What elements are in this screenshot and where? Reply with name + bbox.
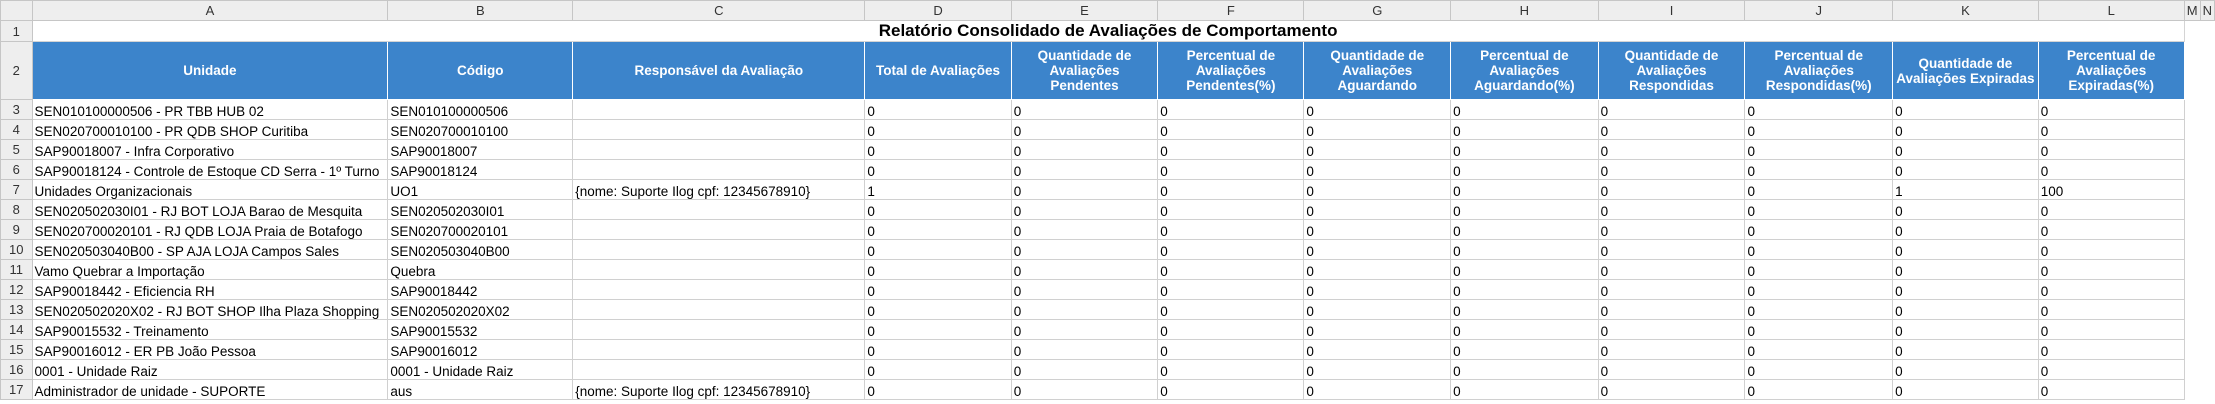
table-cell[interactable]: 0	[1011, 120, 1158, 140]
table-cell[interactable]: 0	[2038, 380, 2184, 400]
table-cell[interactable]: 0	[1745, 300, 1893, 320]
table-cell[interactable]: 0	[1598, 160, 1745, 180]
table-cell[interactable]: 0	[1011, 300, 1158, 320]
table-cell[interactable]: 1	[865, 180, 1011, 200]
column-title[interactable]: Quantidade de Avaliações Respondidas	[1598, 42, 1745, 100]
table-cell[interactable]: 0	[2038, 360, 2184, 380]
table-cell[interactable]: 0	[1598, 240, 1745, 260]
table-cell[interactable]: 0	[1598, 140, 1745, 160]
column-header[interactable]: B	[388, 1, 573, 21]
table-cell[interactable]: 0	[865, 340, 1011, 360]
table-cell[interactable]: 0	[1745, 120, 1893, 140]
row-header[interactable]: 3	[1, 100, 33, 120]
table-cell[interactable]: SAP90016012 - ER PB João Pessoa	[32, 340, 388, 360]
table-cell[interactable]: {nome: Suporte Ilog cpf: 12345678910}	[573, 380, 865, 400]
table-cell[interactable]: 0	[1745, 280, 1893, 300]
table-cell[interactable]: 0	[1158, 380, 1304, 400]
table-cell[interactable]: 0	[1745, 100, 1893, 120]
table-header-row	[1, 42, 2215, 100]
table-cell[interactable]: SAP90018007	[388, 140, 573, 160]
table-cell[interactable]: 0	[1011, 280, 1158, 300]
column-title[interactable]: Quantidade de Avaliações Expiradas	[1893, 42, 2039, 100]
column-title[interactable]: Unidade	[32, 42, 388, 100]
column-title[interactable]: Percentual de Avaliações Respondidas(%)	[1745, 42, 1893, 100]
column-title[interactable]: Quantidade de Avaliações Pendentes	[1011, 42, 1158, 100]
table-cell[interactable]	[573, 140, 865, 160]
table-cell[interactable]: 0	[1011, 160, 1158, 180]
table-cell[interactable]: 0	[865, 360, 1011, 380]
table-cell[interactable]: SAP90018442 - Eficiencia RH	[32, 280, 388, 300]
table-cell[interactable]: 1	[1893, 180, 2039, 200]
row-header[interactable]: 6	[1, 160, 33, 180]
table-cell[interactable]: SEN020700010100 - PR QDB SHOP Curitiba	[32, 120, 388, 140]
table-cell[interactable]: 0	[1451, 200, 1598, 220]
table-cell[interactable]: 0	[1304, 200, 1451, 220]
row-header[interactable]: 9	[1, 220, 33, 240]
table-cell[interactable]: SAP90015532	[388, 320, 573, 340]
column-header-row	[1, 1, 2215, 21]
table-row	[1, 360, 2215, 380]
table-cell[interactable]: SEN020502020X02	[388, 300, 573, 320]
table-cell[interactable]: 0	[865, 120, 1011, 140]
table-row	[1, 120, 2215, 140]
table-cell[interactable]: 0	[865, 320, 1011, 340]
table-cell[interactable]: 0	[1158, 320, 1304, 340]
table-cell[interactable]: SAP90018124 - Controle de Estoque CD Serra - 1º Turno	[32, 160, 388, 180]
table-cell[interactable]: 0	[1011, 360, 1158, 380]
table-cell[interactable]: 0	[1598, 360, 1745, 380]
table-cell[interactable]: 0	[2038, 260, 2184, 280]
table-cell[interactable]: 0	[1451, 300, 1598, 320]
table-cell[interactable]: 0	[1158, 340, 1304, 360]
table-cell[interactable]: 0	[865, 100, 1011, 120]
report-title[interactable]: Relatório Consolidado de Avaliações de Comportamento	[32, 21, 2184, 42]
column-header[interactable]: F	[1158, 1, 1304, 21]
column-title[interactable]: Quantidade de Avaliações Aguardando	[1304, 42, 1451, 100]
table-row	[1, 240, 2215, 260]
row-header[interactable]: 12	[1, 280, 33, 300]
table-cell[interactable]: 0	[2038, 160, 2184, 180]
row-header[interactable]: 10	[1, 240, 33, 260]
table-row	[1, 100, 2215, 120]
column-header[interactable]: E	[1011, 1, 1158, 21]
table-cell[interactable]: 0	[1158, 100, 1304, 120]
table-cell[interactable]: 0	[1451, 180, 1598, 200]
table-cell[interactable]: SEN020700020101 - RJ QDB LOJA Praia de Botafogo	[32, 220, 388, 240]
table-cell[interactable]: UO1	[388, 180, 573, 200]
table-cell[interactable]: 0	[1598, 100, 1745, 120]
table-cell[interactable]: 0	[1893, 300, 2039, 320]
table-cell[interactable]: 0	[1158, 120, 1304, 140]
table-cell[interactable]: SEN020502030I01 - RJ BOT LOJA Barao de Mesquita	[32, 200, 388, 220]
table-cell[interactable]: 0	[1304, 320, 1451, 340]
table-cell[interactable]: 0	[1893, 240, 2039, 260]
table-cell[interactable]: 0	[1745, 260, 1893, 280]
table-cell[interactable]: 0	[1893, 380, 2039, 400]
table-cell[interactable]: Administrador de unidade - SUPORTE	[32, 380, 388, 400]
table-row	[1, 160, 2215, 180]
table-cell[interactable]	[573, 280, 865, 300]
column-header[interactable]: J	[1745, 1, 1893, 21]
table-row	[1, 260, 2215, 280]
table-cell[interactable]: 0	[1598, 340, 1745, 360]
table-cell[interactable]: 0	[1304, 180, 1451, 200]
table-cell[interactable]: 0	[1011, 340, 1158, 360]
table-cell[interactable]: SEN020700010100	[388, 120, 573, 140]
table-cell[interactable]: SEN020503040B00	[388, 240, 573, 260]
table-cell[interactable]: 0	[1158, 240, 1304, 260]
table-cell[interactable]: 0	[1304, 300, 1451, 320]
column-title[interactable]: Percentual de Avaliações Expiradas(%)	[2038, 42, 2184, 100]
table-cell[interactable]: SAP90016012	[388, 340, 573, 360]
table-cell[interactable]: 0	[1304, 260, 1451, 280]
table-cell[interactable]: 0	[865, 260, 1011, 280]
table-cell[interactable]: 0	[2038, 340, 2184, 360]
table-cell[interactable]: 0	[865, 380, 1011, 400]
table-row	[1, 340, 2215, 360]
table-cell[interactable]: 0	[1451, 140, 1598, 160]
table-cell[interactable]: 0	[1158, 260, 1304, 280]
table-cell[interactable]: 0	[1598, 280, 1745, 300]
table-cell[interactable]: 0	[1745, 180, 1893, 200]
table-cell[interactable]: 0	[1158, 200, 1304, 220]
column-title[interactable]: Total de Avaliações	[865, 42, 1011, 100]
table-cell[interactable]: SAP90018442	[388, 280, 573, 300]
column-title[interactable]: Percentual de Avaliações Pendentes(%)	[1158, 42, 1304, 100]
table-cell[interactable]: 0	[1304, 220, 1451, 240]
table-cell[interactable]: 0	[1011, 260, 1158, 280]
table-cell[interactable]: 0	[1893, 360, 2039, 380]
table-cell[interactable]: 0	[865, 200, 1011, 220]
table-cell[interactable]: 0	[2038, 140, 2184, 160]
table-cell[interactable]: 0	[1893, 120, 2039, 140]
table-cell[interactable]	[573, 300, 865, 320]
table-row	[1, 300, 2215, 320]
table-cell[interactable]: 0	[2038, 220, 2184, 240]
table-cell[interactable]: 0	[1158, 160, 1304, 180]
column-header[interactable]: L	[2038, 1, 2184, 21]
table-cell[interactable]: 0	[1304, 340, 1451, 360]
table-cell[interactable]: SEN020502030I01	[388, 200, 573, 220]
row-header[interactable]: 5	[1, 140, 33, 160]
table-cell[interactable]: 0	[1158, 220, 1304, 240]
row-header[interactable]: 7	[1, 180, 33, 200]
table-cell[interactable]: SAP90018007 - Infra Corporativo	[32, 140, 388, 160]
table-cell[interactable]: 0	[1451, 220, 1598, 240]
column-header[interactable]: K	[1893, 1, 2039, 21]
table-cell[interactable]: 0	[1598, 260, 1745, 280]
row-header[interactable]: 1	[1, 21, 33, 42]
table-cell[interactable]	[573, 220, 865, 240]
column-header[interactable]: C	[573, 1, 865, 21]
table-cell[interactable]: 0	[865, 220, 1011, 240]
table-cell[interactable]: 0	[1745, 140, 1893, 160]
table-cell[interactable]: 0	[1011, 200, 1158, 220]
table-row	[1, 140, 2215, 160]
table-cell[interactable]: 0	[1011, 100, 1158, 120]
table-cell[interactable]: Quebra	[388, 260, 573, 280]
table-cell[interactable]: 0	[1598, 300, 1745, 320]
table-cell[interactable]: 0	[865, 140, 1011, 160]
table-cell[interactable]: 0	[1598, 220, 1745, 240]
table-cell[interactable]: 0	[1893, 160, 2039, 180]
table-cell[interactable]: 0	[1598, 320, 1745, 340]
table-cell[interactable]: 0	[2038, 240, 2184, 260]
table-cell[interactable]	[573, 340, 865, 360]
table-cell[interactable]: 0	[1304, 380, 1451, 400]
table-cell[interactable]	[573, 240, 865, 260]
table-cell[interactable]: 0	[865, 300, 1011, 320]
column-header[interactable]: H	[1451, 1, 1598, 21]
table-cell[interactable]: 0	[1304, 100, 1451, 120]
column-header[interactable]: N	[2200, 1, 2214, 21]
table-cell[interactable]	[573, 320, 865, 340]
table-cell[interactable]: 0	[1158, 300, 1304, 320]
table-cell[interactable]: 0	[1451, 260, 1598, 280]
column-header[interactable]: M	[2184, 1, 2200, 21]
table-cell[interactable]: 0	[1745, 240, 1893, 260]
column-title[interactable]: Percentual de Avaliações Aguardando(%)	[1451, 42, 1598, 100]
table-cell[interactable]: SAP90018124	[388, 160, 573, 180]
table-cell[interactable]: 0	[1893, 220, 2039, 240]
column-title[interactable]: Responsável da Avaliação	[573, 42, 865, 100]
table-cell[interactable]: Vamo Quebrar a Importação	[32, 260, 388, 280]
table-cell[interactable]: SEN020700020101	[388, 220, 573, 240]
table-cell[interactable]: 0	[1451, 160, 1598, 180]
table-row	[1, 280, 2215, 300]
table-cell[interactable]	[573, 160, 865, 180]
table-cell[interactable]: 0	[1745, 200, 1893, 220]
table-cell[interactable]: 0	[1745, 340, 1893, 360]
table-cell[interactable]: 0	[1011, 180, 1158, 200]
table-cell[interactable]: 100	[2038, 180, 2184, 200]
table-cell[interactable]: 0001 - Unidade Raiz	[388, 360, 573, 380]
table-cell[interactable]: 0	[1745, 360, 1893, 380]
table-cell[interactable]: 0	[1011, 320, 1158, 340]
row-header[interactable]: 14	[1, 320, 33, 340]
column-header[interactable]: I	[1598, 1, 1745, 21]
table-cell[interactable]: SEN010100000506	[388, 100, 573, 120]
table-cell[interactable]	[573, 260, 865, 280]
row-header[interactable]: 13	[1, 300, 33, 320]
table-cell[interactable]: aus	[388, 380, 573, 400]
table-cell[interactable]: 0	[1158, 180, 1304, 200]
row-header[interactable]: 2	[1, 42, 33, 100]
table-cell[interactable]	[573, 100, 865, 120]
table-cell[interactable]: 0	[1893, 200, 2039, 220]
table-cell[interactable]: 0	[1158, 140, 1304, 160]
table-cell[interactable]: 0	[1451, 120, 1598, 140]
column-header[interactable]: A	[32, 1, 388, 21]
column-title[interactable]: Código	[388, 42, 573, 100]
table-cell[interactable]: 0	[1745, 380, 1893, 400]
select-all-corner[interactable]	[1, 1, 33, 21]
table-cell[interactable]: 0	[1893, 100, 2039, 120]
table-cell[interactable]: 0	[1451, 380, 1598, 400]
table-cell[interactable]: 0	[865, 240, 1011, 260]
table-row	[1, 320, 2215, 340]
table-cell[interactable]	[573, 360, 865, 380]
table-cell[interactable]: SEN010100000506 - PR TBB HUB 02	[32, 100, 388, 120]
table-cell[interactable]: 0	[1011, 380, 1158, 400]
table-cell[interactable]: 0	[1451, 240, 1598, 260]
table-row	[1, 180, 2215, 200]
table-cell[interactable]: Unidades Organizacionais	[32, 180, 388, 200]
table-cell[interactable]: 0	[1011, 240, 1158, 260]
table-cell[interactable]: 0	[1893, 280, 2039, 300]
table-cell[interactable]: 0	[1745, 320, 1893, 340]
table-cell[interactable]: 0	[1011, 220, 1158, 240]
table-cell[interactable]: 0	[2038, 320, 2184, 340]
table-cell[interactable]: 0	[1304, 280, 1451, 300]
row-header[interactable]: 11	[1, 260, 33, 280]
table-cell[interactable]: 0	[1304, 240, 1451, 260]
table-cell[interactable]: 0	[1158, 360, 1304, 380]
table-cell[interactable]: 0	[1598, 200, 1745, 220]
column-header[interactable]: G	[1304, 1, 1451, 21]
table-cell[interactable]: 0	[1745, 220, 1893, 240]
table-row	[1, 200, 2215, 220]
table-cell[interactable]: 0	[1893, 260, 2039, 280]
row-header[interactable]: 16	[1, 360, 33, 380]
table-cell[interactable]: SEN020502020X02 - RJ BOT SHOP Ilha Plaza Shopping	[32, 300, 388, 320]
table-cell[interactable]: 0	[1598, 380, 1745, 400]
table-row	[1, 380, 2215, 400]
table-cell[interactable]: 0	[2038, 280, 2184, 300]
table-cell[interactable]	[573, 200, 865, 220]
table-cell[interactable]: 0	[2038, 120, 2184, 140]
table-cell[interactable]: 0	[1304, 140, 1451, 160]
table-cell[interactable]: 0	[1158, 280, 1304, 300]
table-cell[interactable]: 0	[1893, 320, 2039, 340]
row-header[interactable]: 8	[1, 200, 33, 220]
table-cell[interactable]: 0	[865, 280, 1011, 300]
table-cell[interactable]: 0	[1011, 140, 1158, 160]
table-cell[interactable]: 0	[2038, 100, 2184, 120]
row-header[interactable]: 4	[1, 120, 33, 140]
table-cell[interactable]: 0	[2038, 300, 2184, 320]
table-cell[interactable]: 0	[1451, 340, 1598, 360]
table-cell[interactable]: 0	[1304, 120, 1451, 140]
table-cell[interactable]: 0	[2038, 200, 2184, 220]
column-header[interactable]: D	[865, 1, 1011, 21]
table-cell[interactable]: 0	[1893, 140, 2039, 160]
table-cell[interactable]: 0	[1598, 180, 1745, 200]
table-cell[interactable]: 0001 - Unidade Raiz	[32, 360, 388, 380]
table-row	[1, 220, 2215, 240]
title-row	[1, 21, 2215, 42]
table-cell[interactable]: {nome: Suporte Ilog cpf: 12345678910}	[573, 180, 865, 200]
table-cell[interactable]: SEN020503040B00 - SP AJA LOJA Campos Sales	[32, 240, 388, 260]
table-cell[interactable]: 0	[1451, 280, 1598, 300]
table-cell[interactable]: 0	[1745, 160, 1893, 180]
table-cell[interactable]: 0	[1451, 320, 1598, 340]
row-header[interactable]: 15	[1, 340, 33, 360]
table-cell[interactable]	[573, 120, 865, 140]
table-cell[interactable]: 0	[865, 160, 1011, 180]
table-cell[interactable]: 0	[1451, 100, 1598, 120]
table-cell[interactable]: 0	[1451, 360, 1598, 380]
table-cell[interactable]: 0	[1598, 120, 1745, 140]
table-cell[interactable]: SAP90015532 - Treinamento	[32, 320, 388, 340]
table-cell[interactable]: 0	[1304, 360, 1451, 380]
row-header[interactable]: 17	[1, 380, 33, 400]
table-cell[interactable]: 0	[1304, 160, 1451, 180]
table-cell[interactable]: 0	[1893, 340, 2039, 360]
